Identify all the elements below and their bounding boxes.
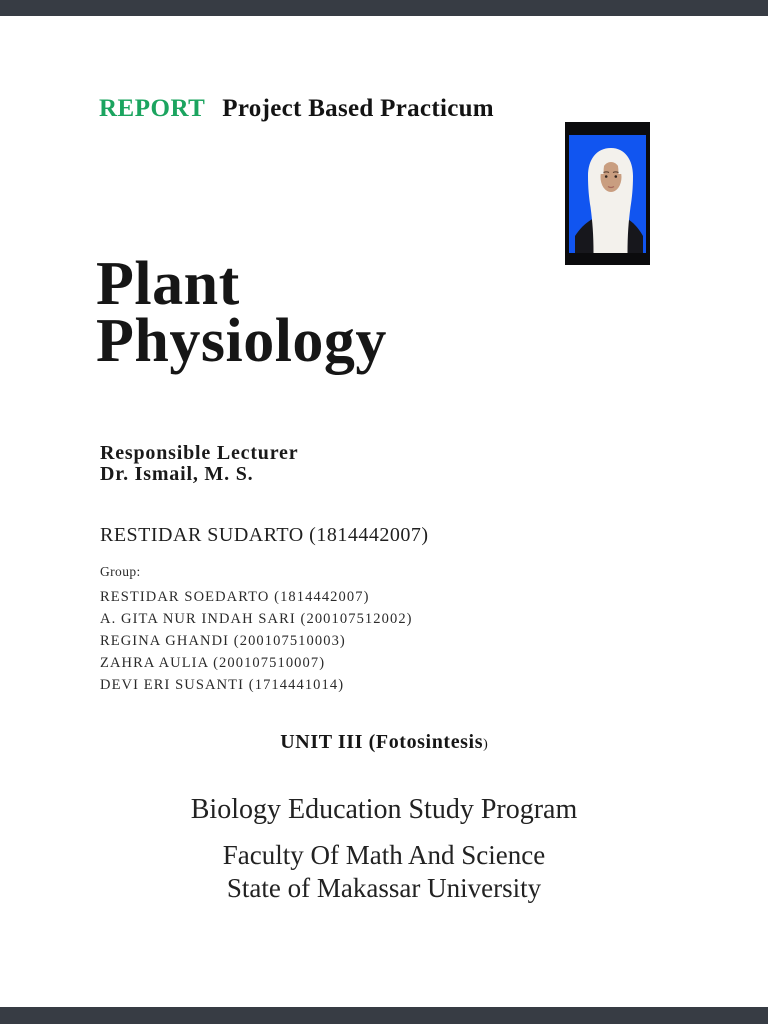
institution-block xyxy=(0,794,768,905)
main-title-line1: Plant xyxy=(96,250,240,318)
portrait-svg xyxy=(565,122,650,265)
group-member: A. GITA NUR INDAH SARI (200107512002) xyxy=(100,611,413,627)
university-line: State of Makassar University xyxy=(226,873,542,903)
viewer-letterbox-bottom xyxy=(0,1007,768,1024)
author-line: RESTIDAR SUDARTO (1814442007) xyxy=(100,524,429,546)
lecturer-block xyxy=(100,443,298,485)
report-header xyxy=(99,95,494,123)
student-portrait-photo xyxy=(565,122,650,265)
unit-heading-paren: ) xyxy=(483,737,488,752)
lecturer-heading: Responsible Lecturer xyxy=(100,442,299,464)
main-title-line2: Physiology xyxy=(96,307,387,375)
document-page xyxy=(0,16,768,1007)
viewer-letterbox-top xyxy=(0,0,768,16)
unit-heading-main: UNIT III (Fotosintesis xyxy=(280,731,484,753)
right-eye xyxy=(615,175,618,178)
main-title xyxy=(96,250,387,375)
group-block xyxy=(100,564,413,696)
group-label: Group: xyxy=(100,564,141,579)
report-subtitle: Project Based Practicum xyxy=(222,95,494,122)
left-eye xyxy=(605,175,608,178)
study-program-line: Biology Education Study Program xyxy=(190,794,578,825)
group-member: RESTIDAR SOEDARTO (1814442007) xyxy=(100,589,370,605)
report-label: REPORT xyxy=(99,95,206,122)
group-member: ZAHRA AULIA (200107510007) xyxy=(100,655,326,671)
unit-heading xyxy=(0,731,768,754)
faculty-line: Faculty Of Math And Science xyxy=(222,840,546,870)
lecturer-name: Dr. Ismail, M. S. xyxy=(100,463,254,485)
group-member: REGINA GHANDI (200107510003) xyxy=(100,633,346,649)
group-member: DEVI ERI SUSANTI (1714441014) xyxy=(100,677,345,693)
